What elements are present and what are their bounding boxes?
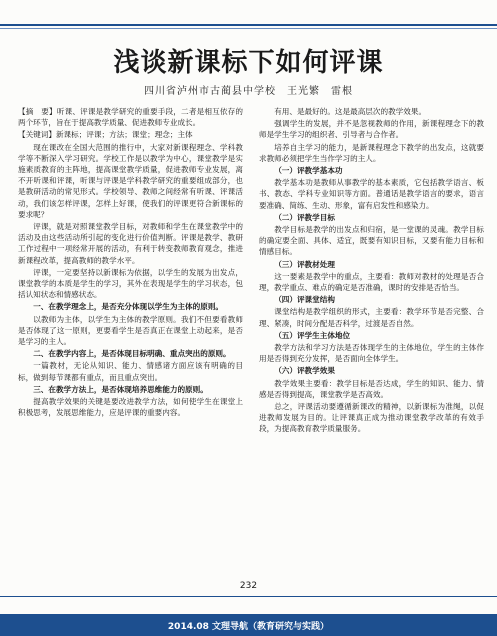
paragraph: 【关键词】新课标；评课；方法；课堂；理念；主体 <box>18 130 193 140</box>
paragraph: 课堂结构是教学组织的形式，主要看：教学环节是否完整、合理、紧凑，时间分配是否科学，过渡是否自然。 <box>259 307 484 328</box>
paragraph: 一篇教材，无论从知识、能力、情感诸方面应该有明确的目标，做到每节课都有重点，而且重点突出。 <box>18 361 243 382</box>
section-heading: （三）评教材处理 <box>274 259 335 269</box>
section-heading: 一、在教学理念上，是否充分体现以学生为主体的原则。 <box>33 302 224 312</box>
section-heading: （五）评学生主体地位 <box>274 330 351 340</box>
article-author: 四川省泸州市古蔺县中学校 王光繁 雷根 <box>144 86 353 97</box>
journal-footer: 2014.08 文理导航（教育研究与实践） <box>167 622 330 632</box>
paragraph: 【摘 要】听课、评课是教学研究的重要手段，二者是相互依存的两个环节，旨在于提高教学质量、促进教师专业成长。 <box>18 107 243 128</box>
paragraph: 强调学生的发展，并不是忽视教师的作用，新课程理念下的教师是学生学习的组织者、引导者与合作者。 <box>259 119 484 140</box>
header-rule-thin <box>0 28 497 29</box>
section-heading: （六）评教学效果 <box>274 366 335 376</box>
section-heading: （二）评教学目标 <box>274 212 335 222</box>
section-heading: 二、在教学内容上，是否体现目标明确、重点突出的原则。 <box>33 349 231 359</box>
paragraph: 教学方法和学习方法是否体现学生的主体地位，学生的主体作用是否得到充分发挥，是否面向全体学生。 <box>259 343 484 364</box>
paragraph: 教学基本功是教师从事教学的基本素质，它包括教学语言、板书、教态、学科专业知识等方面。普通话是教学语言的要求，语言要准确、简练、生动、形象，富有启发性和感染力。 <box>259 178 484 210</box>
paragraph: 以教师为主体，以学生为主体的教学原则。我们不但要看教师是否体现了这一原则，更要看学生是否真正在课堂上动起来，是否是学习的主人。 <box>18 314 243 347</box>
page-number: 232 <box>239 581 258 591</box>
paragraph: 评课，就是对照课堂教学目标，对教师和学生在课堂教学中的活动及由这些活动所引起的变化进行价值判断。评课是教学、教研工作过程中一项经常开展的活动，有利于转变教师教育观念，推进新课程改革，提高教师的教学水平。 <box>18 222 243 265</box>
paragraph: 现在课改在全国大范围的推行中，大家对新课程理念、学科教学等不断深入学习研究。学校工作是以教学为中心，课堂教学是实施素质教育的主阵地，提高课堂教学质量，促进教师专业发展，离不开听课和评课，听课与评课是学科教学研究的重要组成部分，也是教研活动的常见形式。学校领导、教师之间经常有听课、评课活动，我们该怎样评课，怎样上好课，使我们的评课更符合新课标的要求呢？ <box>18 142 243 219</box>
paragraph: 评课，一定要坚持以新课标为依据，以学生的发展为出发点，课堂教学的本质是学生的学习，其外在表现是学生的学习状态，包括认知状态和情感状态。 <box>18 267 243 300</box>
header-rule <box>0 24 497 26</box>
left-column <box>18 106 243 576</box>
paragraph: 有用、是最好的。这是最高层次的教学效果。 <box>274 107 427 116</box>
footer-rule <box>0 596 497 597</box>
right-column <box>259 106 484 576</box>
paragraph: 总之，评课活动要遵循新课改的精神，以新课标为准绳，以促进教师发展为目的。让评课真正成为推动课堂教学改革的有效手段，为提高教育教学质量服务。 <box>259 402 484 434</box>
paragraph: 培养自主学习的能力，是新课程理念下教学的出发点，这就要求教师必须把学生当作学习的主人。 <box>259 142 484 163</box>
section-heading: 三、在教学方法上，是否体现培养思维能力的原则。 <box>33 384 208 394</box>
section-heading: （一）评教学基本功 <box>274 166 343 176</box>
paragraph: 教学效果主要看：教学目标是否达成，学生的知识、能力、情感是否得到提高，课堂教学是否高效。 <box>259 378 484 399</box>
article-title: 浅谈新课标下如何评课 <box>113 48 384 78</box>
paragraph: 教学目标是教学的出发点和归宿，是一堂课的灵魂。教学目标的确定要全面、具体、适宜，既要有知识目标，又要有能力目标和情感目标。 <box>259 225 484 257</box>
paragraph: 提高教学效果的关键是要改进教学方法，如何使学生在课堂上积极思考，发展思维能力，应是评课的重要内容。 <box>18 397 243 418</box>
paragraph: 这一要素是教学中的重点，主要看：教师对教材的处理是否合理，教学重点、难点的确定是否准确，课时的安排是否恰当。 <box>259 271 484 293</box>
section-heading: （四）评课堂结构 <box>274 295 335 305</box>
